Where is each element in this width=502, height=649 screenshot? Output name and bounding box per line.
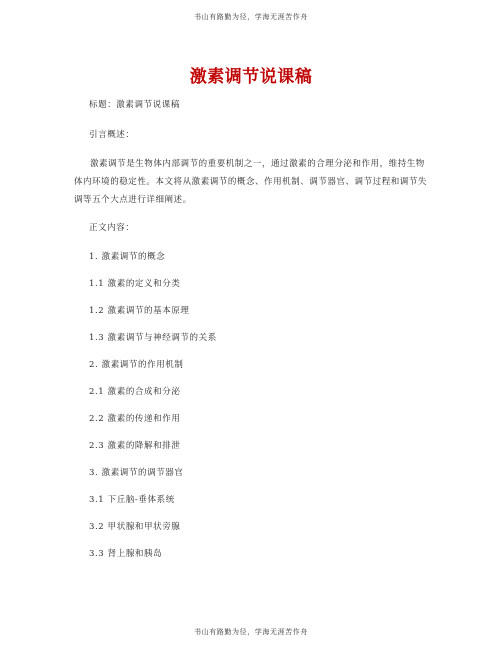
outline-item: 2.2 激素的传递和作用 (89, 414, 181, 424)
outline-item: 3.2 甲状腺和甲状旁腺 (89, 522, 181, 532)
outline-item: 2.3 激素的降解和排泄 (89, 441, 181, 451)
outline-item: 1. 激素调节的概念 (89, 252, 166, 262)
outline-item: 1.2 激素调节的基本原理 (89, 306, 190, 316)
page-header: 书山有路勤为径，学海无涯苦作舟 (194, 13, 308, 21)
document-title: 激素调节说课稿 (189, 67, 313, 87)
intro-heading: 引言概述： (89, 130, 135, 140)
intro-paragraph: 激素调节是生物体内部调节的重要机制之一，通过激素的合理分泌和作用，维持生物体内环境的稳定性。本文将从激素调节的概念、作用机制、调节器官、调节过程和调节失调等五个大点进行详细阐述。 (74, 159, 427, 205)
outline-item: 3.3 肾上腺和胰岛 (89, 549, 163, 559)
outline-item: 1.1 激素的定义和分类 (89, 279, 181, 289)
body-heading: 正文内容： (89, 223, 135, 233)
title-label-line: 标题：激素调节说课稿 (89, 100, 181, 110)
outline-item: 1.3 激素调节与神经调节的关系 (89, 333, 217, 343)
outline-item: 3. 激素调节的调节器官 (89, 468, 184, 478)
page-footer: 书山有路勤为径，学海无涯苦作舟 (194, 628, 308, 636)
outline-item: 3.1 下丘脑-垂体系统 (89, 495, 175, 505)
outline-item: 2. 激素调节的作用机制 (89, 360, 184, 370)
outline-item: 2.1 激素的合成和分泌 (89, 387, 181, 397)
